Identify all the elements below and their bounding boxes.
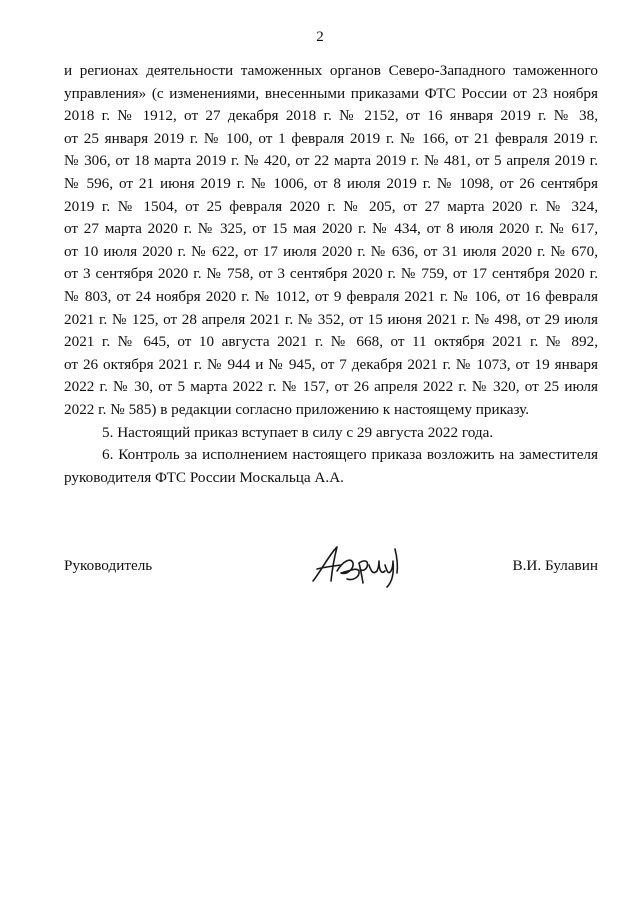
document-body xyxy=(64,60,598,489)
text-line: 2019 г. № 1504, от 25 февраля 2020 г. № 205, от 27 марта 2020 г. № 324, xyxy=(64,197,598,215)
signature-block xyxy=(64,545,598,605)
signatory-name: В.И. Булавин xyxy=(512,557,598,574)
handwritten-signature xyxy=(307,541,407,589)
text-line: от 26 октября 2021 г. № 944 и № 945, от 7 декабря 2021 г. № 1073, от 19 января xyxy=(64,355,598,373)
text-line: 2022 г. № 585) в редакции согласно приложению к настоящему приказу. xyxy=(64,400,530,418)
item-5-text: 5. Настоящий приказ вступает в силу с 29 августа 2022 года. xyxy=(102,423,494,441)
text-line: № 596, от 21 июня 2019 г. № 1006, от 8 июля 2019 г. № 1098, от 26 сентября xyxy=(64,174,598,192)
text-line: 2021 г. № 125, от 28 апреля 2021 г. № 352, от 15 июня 2021 г. № 498, от 29 июля xyxy=(64,310,598,328)
item-6-text: руководителя ФТС России Москальца А.А. xyxy=(64,468,344,486)
text-line: от 25 января 2019 г. № 100, от 1 февраля 2019 г. № 166, от 21 февраля 2019 г. xyxy=(64,129,598,147)
text-line: № 803, от 24 ноября 2020 г. № 1012, от 9 февраля 2021 г. № 106, от 16 февраля xyxy=(64,287,598,305)
signatory-role: Руководитель xyxy=(64,557,153,574)
text-line: 2021 г. № 645, от 10 августа 2021 г. № 668, от 11 октября 2021 г. № 892, xyxy=(64,333,598,351)
page-number: 2 xyxy=(316,29,324,45)
text-line: от 3 сентября 2020 г. № 758, от 3 сентября 2020 г. № 759, от 17 сентября 2020 г. xyxy=(64,265,598,283)
item-6-text: 6. Контроль за исполнением настоящего приказа возложить на заместителя xyxy=(102,446,598,464)
text-line: управления» (с изменениями, внесенными приказами ФТС России от 23 ноября xyxy=(64,84,598,102)
text-line: от 27 марта 2020 г. № 325, от 15 мая 2020 г. № 434, от 8 июля 2020 г. № 617, xyxy=(64,220,598,238)
text-line: 2018 г. № 1912, от 27 декабря 2018 г. № 2152, от 16 января 2019 г. № 38, xyxy=(64,107,598,125)
text-line: от 10 июля 2020 г. № 622, от 17 июля 2020 г. № 636, от 31 июля 2020 г. № 670, xyxy=(64,242,598,260)
text-line: № 306, от 18 марта 2019 г. № 420, от 22 марта 2019 г. № 481, от 5 апреля 2019 г. xyxy=(64,152,598,170)
text-line: 2022 г. № 30, от 5 марта 2022 г. № 157, от 26 апреля 2022 г. № 320, от 25 июля xyxy=(64,378,598,396)
text-line: и регионах деятельности таможенных органов Северо-Западного таможенного xyxy=(64,62,598,79)
